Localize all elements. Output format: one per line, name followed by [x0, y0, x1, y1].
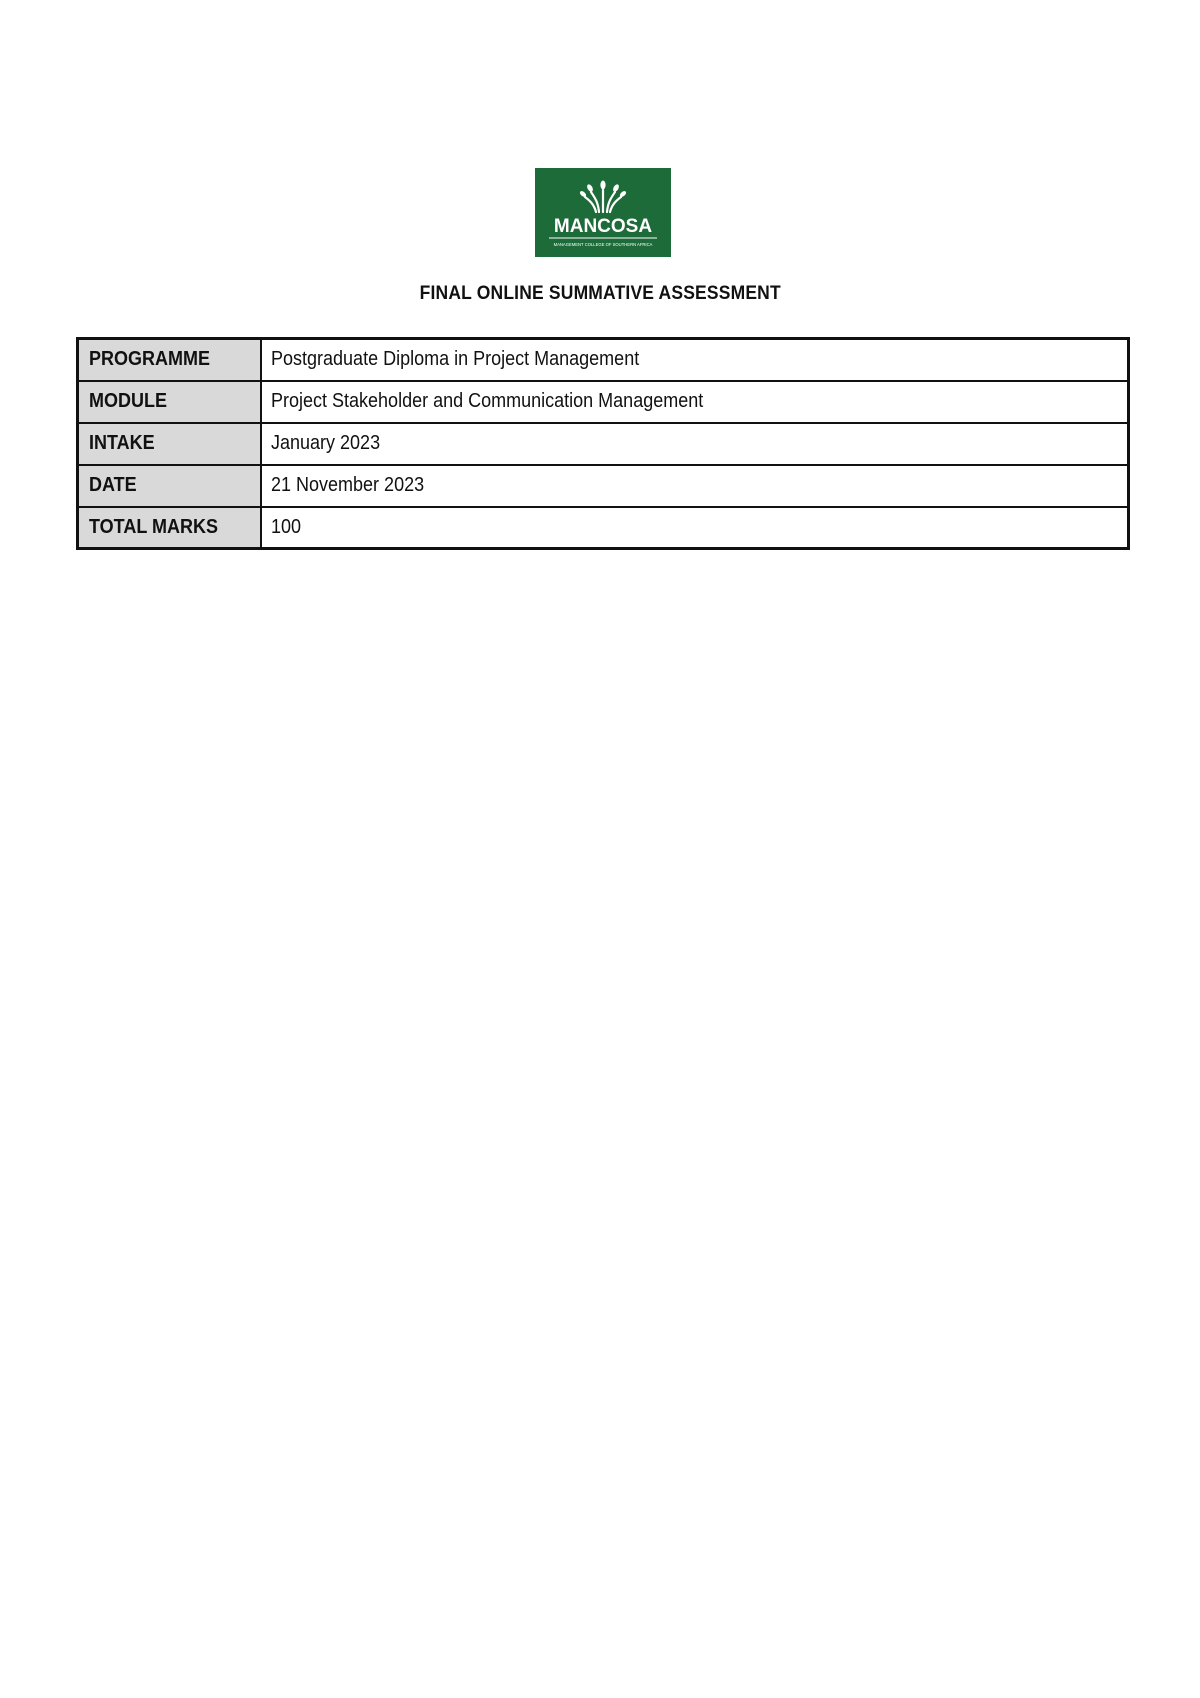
total-marks-value: 100 — [261, 507, 1129, 549]
intake-value: January 2023 — [261, 423, 1129, 465]
table-row-module — [78, 381, 1129, 423]
module-value: Project Stakeholder and Communication Management — [261, 381, 1129, 423]
programme-value: Postgraduate Diploma in Project Management — [261, 339, 1129, 381]
table-row-date — [78, 465, 1129, 507]
intake-label: INTAKE — [78, 423, 261, 465]
mancosa-logo — [535, 168, 671, 257]
assessment-info-table — [76, 337, 1130, 550]
total-marks-label: TOTAL MARKS — [78, 507, 261, 549]
table-row-programme — [78, 339, 1129, 381]
date-label: DATE — [78, 465, 261, 507]
table-row-total-marks — [78, 507, 1129, 549]
table-row-intake — [78, 423, 1129, 465]
tree-emblem-icon — [535, 168, 671, 257]
module-label: MODULE — [78, 381, 261, 423]
logo-wordmark: MANCOSA — [553, 216, 653, 237]
document-title: FINAL ONLINE SUMMATIVE ASSESSMENT — [419, 283, 781, 304]
logo-tagline: MANAGEMENT COLLEGE OF SOUTHERN AFRICA — [553, 242, 653, 247]
programme-label: PROGRAMME — [78, 339, 261, 381]
date-value: 21 November 2023 — [261, 465, 1129, 507]
